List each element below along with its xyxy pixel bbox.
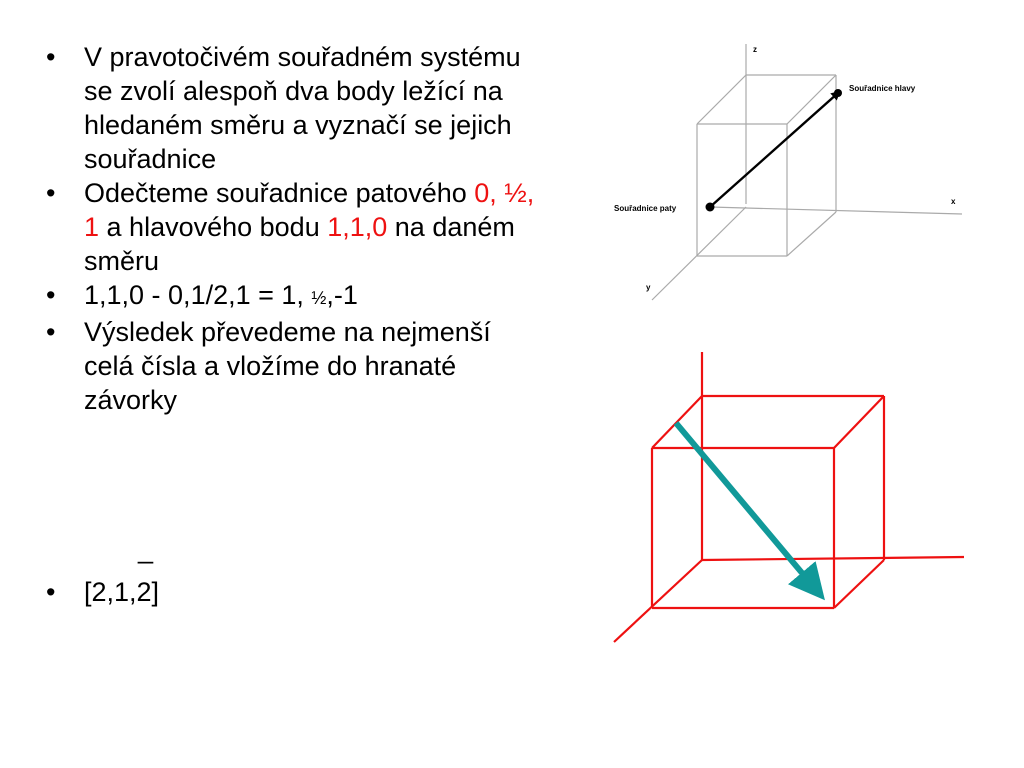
foot-label: Souřadnice paty [614, 204, 677, 213]
bullet-2: • Odečteme souřadnice patového 0, ½, 1 a hlavového bodu 1,1,0 na daném směru [46, 178, 535, 276]
foot-point [706, 203, 715, 212]
top-cube-diagram [652, 44, 962, 300]
bottom-cube-diagram [614, 352, 964, 642]
z-label: z [753, 45, 757, 54]
y-axis [652, 207, 746, 300]
cube-edge [787, 212, 836, 256]
cube-edge [834, 560, 884, 608]
bullet-4: • Výsledek převedeme na nejmenší celá čísla a vložíme do hranaté závorky [46, 317, 491, 415]
x-label: x [951, 197, 956, 206]
bullet-1: • V pravotočivém souřadném systému se zvolí alespoň dva body ležící na hledaném směru a vyznačí se jejich souřadnice [46, 42, 521, 174]
overbar-mark: _ [138, 534, 154, 564]
foot-coords: 0, ½, 1 [84, 178, 535, 242]
bullet-5: • [2,1,2] [46, 577, 160, 607]
y-label: y [646, 283, 651, 292]
head-coords: 1,1,0 [327, 212, 388, 242]
head-point [834, 89, 842, 97]
bullet-3: • 1,1,0 - 0,1/2,1 = 1, ½,-1 [46, 280, 358, 310]
cube-edge [697, 75, 746, 124]
y-axis [614, 560, 702, 642]
cube-edge [834, 396, 884, 448]
direction-vector [710, 93, 838, 207]
cube-edge [652, 396, 702, 448]
head-label: Souřadnice hlavy [849, 84, 916, 93]
